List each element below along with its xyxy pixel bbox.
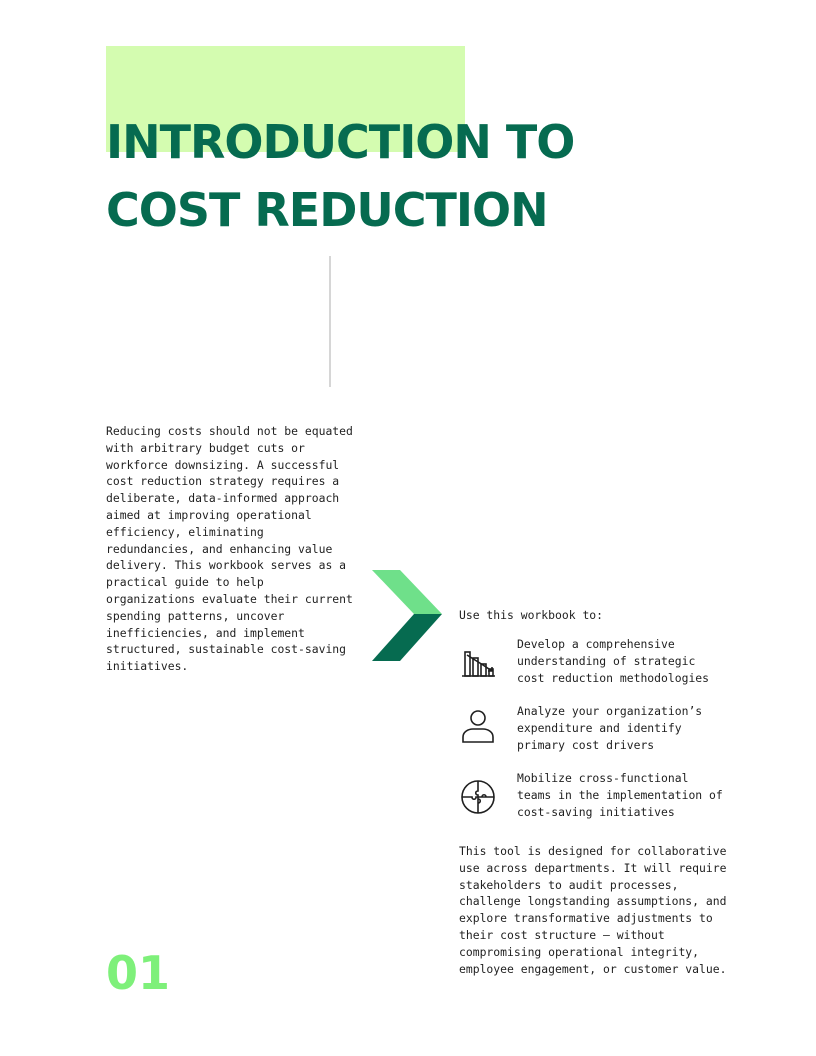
person-icon: [459, 707, 497, 745]
bar-chart-decline-icon: [459, 646, 497, 684]
intro-paragraph: Reducing costs should not be equated with arbitrary budget cuts or workforce downsizing. A successful cost reduction strategy requires a deliberate, data-informed approach aimed at improving operational efficiency, eliminating redundancies, and enhancing value delivery. This workbook serves as a practical guide to help organizations evaluate their current spending patterns, uncover inefficiencies, and implement structured, sustainable cost-saving initiatives.: [106, 424, 353, 674]
workbook-item-text: Develop a comprehensive understanding of strategic cost reduction methodologies: [517, 637, 710, 685]
vertical-divider: [329, 256, 331, 387]
page-title-line-1: INTRODUCTION TO: [106, 115, 575, 169]
page-title-line-2: COST REDUCTION: [106, 183, 548, 238]
chevron-lower-arm: [372, 614, 442, 661]
page-number: 01: [106, 946, 171, 1000]
workbook-item-text: Analyze your organization’s expenditure and identify primary cost drivers: [517, 704, 703, 752]
closing-paragraph: This tool is designed for collaborative use across departments. It will require stakeholders to audit processes, challenge longstanding assumptions, and explore transformative adjustments to their cost structure — without compromising operational integrity, employee engagement, or customer value.: [459, 844, 727, 976]
workbook-usage-label: Use this workbook to:: [459, 608, 604, 622]
page-title: [106, 108, 574, 244]
chevron-upper-arm: [372, 570, 442, 614]
workbook-item-text: Mobilize cross-functional teams in the implementation of cost-saving initiatives: [517, 771, 723, 819]
chevron-arrow-icon: [372, 570, 444, 662]
puzzle-circle-icon: [459, 778, 497, 816]
